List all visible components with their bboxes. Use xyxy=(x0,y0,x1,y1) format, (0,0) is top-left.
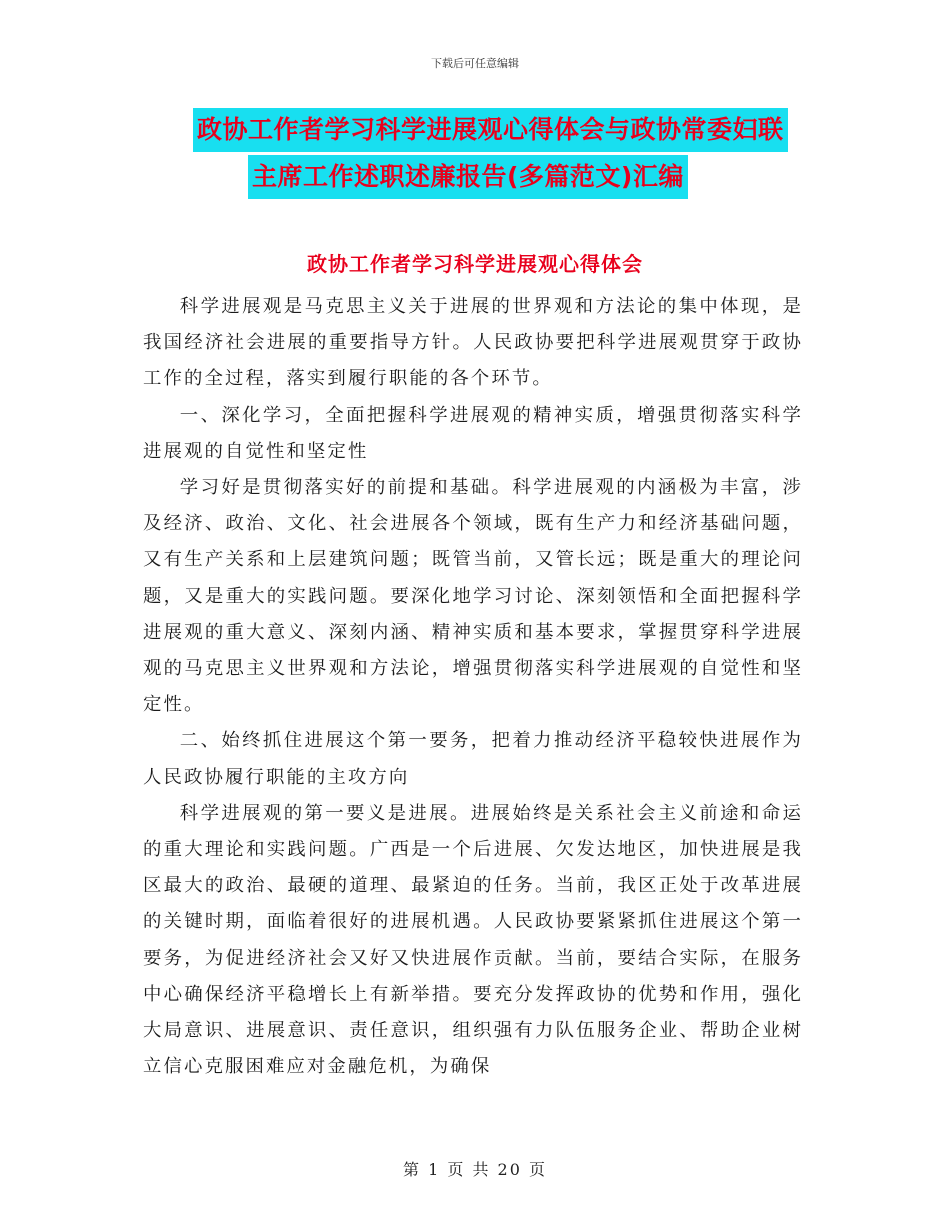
paragraph: 科学进展观的第一要义是进展。进展始终是关系社会主义前途和命运的重大理论和实践问题。广西是一个后进展、欠发达地区，加快进展是我区最大的政治、最硬的道理、最紧迫的任务。当前，我区正处于改革进展的关键时期，面临着很好的进展机遇。人民政协要紧紧抓住进展这个第一要务，为促进经济社会又好又快进展作贡献。当前，要结合实际，在服务中心确保经济平稳增长上有新举措。要充分发挥政协的优势和作用，强化大局意识、进展意识、责任意识，组织强有力队伍服务企业、帮助企业树立信心克服困难应对金融危机，为确保 xyxy=(143,802,803,1078)
paragraph-heading: 二、始终抓住进展这个第一要务，把着力推动经济平稳较快进展作为人民政协履行职能的主攻方向 xyxy=(143,730,803,788)
title-line-1: 政协工作者学习科学进展观心得体会与政协常委妇联 xyxy=(193,108,788,152)
title-line-2: 主席工作述职述廉报告(多篇范文)汇编 xyxy=(248,155,688,199)
section-title: 政协工作者学习科学进展观心得体会 xyxy=(307,252,643,276)
body-text xyxy=(143,289,803,1085)
page-number: 第 1 页 共 20 页 xyxy=(403,1160,547,1179)
header-note: 下载后可任意编辑 xyxy=(431,57,519,70)
paragraph: 科学进展观是马克思主义关于进展的世界观和方法论的集中体现，是我国经济社会进展的重要指导方针。人民政协要把科学进展观贯穿于政协工作的全过程，落实到履行职能的各个环节。 xyxy=(143,296,803,390)
paragraph-heading: 一、深化学习，全面把握科学进展观的精神实质，增强贯彻落实科学进展观的自觉性和坚定性 xyxy=(143,404,803,462)
paragraph: 学习好是贯彻落实好的前提和基础。科学进展观的内涵极为丰富，涉及经济、政治、文化、社会进展各个领域，既有生产力和经济基础问题，又有生产关系和上层建筑问题；既管当前，又管长远；既是重大的理论问题，又是重大的实践问题。要深化地学习讨论、深刻领悟和全面把握科学进展观的重大意义、深刻内涵、精神实质和基本要求，掌握贯穿科学进展观的马克思主义世界观和方法论，增强贯彻落实科学进展观的自觉性和坚定性。 xyxy=(143,477,803,716)
